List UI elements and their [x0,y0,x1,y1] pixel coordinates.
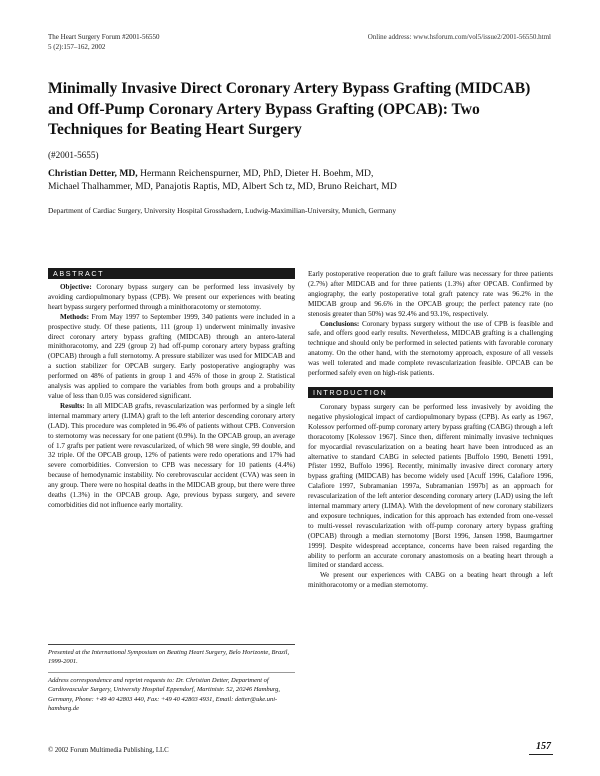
conclusions-text: Coronary bypass surgery without the use of CPB is feasible and safe, and offers good early results. Nevertheless, MIDCAB grafting is a challenging technique and should only be performed in selected patients with favorable coronary anatomy. On the other hand, with the sternotomy approach, exposure of all vessels was well tolerated and made complete revascularization feasible. OPCAB can be performed safely even on high-risk patients. [308,319,553,378]
right-column [308,270,553,591]
footnote-divider [48,644,295,645]
journal-volume: 5 (2):157–162, 2002 [48,42,106,51]
introduction-paragraph-1: Coronary bypass surgery can be performed less invasively by avoiding the negative physiological impact of cardiopulmonary bypass (CPB). As early as 1967, Kolessov performed off-pump coronary artery bypass grafting (CABG) through a left thoracotomy [Kolessov 1967]. Since then, different minimally invasive techniques for myocardial revascularization on a beating heart have been introduced as an alternative to standard CABG in selected patients [Buffolo 1990, Benetti 1991, Pfister 1992, Buffolo 1996]. Recently, minimally invasive direct coronary artery bypass grafting (MIDCAB) has become widely used [Acuff 1996, Calafiore 1996, Calafiore 1997, Subramanian 1997a, Subramanian 1997b] as an approach for revascularization of the left anterior descending coronary artery (LAD) using the left internal mammary artery (LIMA). With the development of new coronary stabilizers and exposure techniques, indication for this approach has extended from one-vessel to multi-vessel revascularization with off-pump coronary artery bypass grafting (OPCAB) through a median sternotomy [Borst 1996, Jansen 1998, Baumgartner 1999]. Despite widespread acceptance, concerns have been raised regarding the ability to perform an accurate coronary anastomosis on a beating heart through a limited or standard access. [308,402,553,570]
abstract-heading: ABSTRACT [48,268,295,279]
abstract-results [48,402,295,511]
journal-name: The Heart Surgery Forum #2001-56550 [48,33,160,41]
author-list [48,167,553,193]
authors-line-1: Hermann Reichenspurner, MD, PhD, Dieter H. Boehm, MD, [137,168,374,179]
first-author: Christian Detter, MD, [48,168,138,179]
introduction-heading: INTRODUCTION [308,387,553,398]
introduction-paragraph-2: We present our experiences with CABG on a beating heart through a left minithoracotomy or a median sternotomy. [308,571,553,590]
article-title: Minimally Invasive Direct Coronary Artery Bypass Grafting (MIDCAB) and Off-Pump Coronary Artery Bypass Grafting (OPCAB): Two Techniques for Beating Heart Surgery [48,80,531,138]
footnote-address: Address correspondence and reprint requests to: Dr. Christian Detter, Department of Cardiovascular Surgery, University Hospital Eppendorf, Martinistr. 52, 20246 Hamburg, Germany, Phone: +49 40 42803 440, Fax: +49 40 42803 4931, Email: detter@uke.uni-hamburg.de [48,677,281,712]
abstract-column [48,268,295,511]
abstract-objective [48,283,295,313]
page-number: 157 [536,741,551,752]
results-text: In all MIDCAB grafts, revascularization was performed by a single left internal mammary artery (LIMA) graft to the left anterior descending coronary artery (LAD). This procedure was completed in 96.4% of patients without CPB. Conversion to sternotomy was necessary for one patient (0.9%). In the OPCAB group, an average of 1.7 grafts per patient were revascularized, of which 98 were single, 99 double, and 32 triple. Of the OPCAB group, 12% of patients were redo operations and 17% had severe comorbidities. Conversion to CPB was necessary for 10 patients (4.4%) because of hemodynamic instability. No cerebrovascular accident (CVA) was seen in any group. There were no hospital deaths in the MIDCAB group, but there were three deaths (1.3%) in the OPCAB group. Age, previous bypass surgery, and severe comorbidities did not influence early mortality. [48,401,295,509]
footnote-divider-2 [48,672,295,673]
conclusions-label: Conclusions: [320,319,360,328]
page-number-rule [529,754,553,755]
results-label: Results: [60,401,85,410]
objective-text: Coronary bypass surgery can be performed less invasively by avoiding cardiopulmonary bypass (CPB). We present our experiences with beating heart bypass surgery performed through a minithoracotomy or sternotomy. [48,283,295,311]
online-address[interactable]: Online address: www.hsforum.com/vol5/issue2/2001-56550.html [367,33,551,41]
authors-line-2: Michael Thalhammer, MD, Panajotis Raptis, MD, Albert Sch tz, MD, Bruno Reichart, MD [48,181,397,193]
affiliation: Department of Cardiac Surgery, University Hospital Grosshadern, Ludwig-Maximilian-University, Munich, Germany [48,206,397,215]
copyright: © 2002 Forum Multimedia Publishing, LLC [48,747,169,754]
methods-text: From May 1997 to September 1999, 340 patients were included in a prospective study. Of these patients, 111 (group 1) underwent minimally invasive direct coronary artery bypass grafting (MIDCAB) through an antero-lateral minithoracotomy, and 229 (group 2) had off-pump coronary artery bypass grafting (OPCAB) through a full sternotomy. A pressure stabilizer was used for MIDCAB and a suction stabilizer for OPCAB surgery. Early postoperative angiography was performed on 48% of patients in group 1 and 45% of those in group 2. Statistical analysis was applied to compare the variables from both groups and a probability value of less than 0.05 was considered significant. [48,312,295,400]
abstract-methods [48,313,295,402]
methods-label: Methods: [60,312,89,321]
footnote-presented: Presented at the International Symposium on Beating Heart Surgery, Belo Horizonte, Brazil, 1999-2001. [48,649,290,666]
journal-header [48,33,159,52]
abstract-results-continued: Early postoperative reoperation due to graft failure was necessary for three patients (2.7%) after MIDCAB and for three patients (1.3%) after OPCAB. Confirmed by angiography, the early postoperative total graft patency rate was 96.2% in the MIDCAB group and 96.6% in the OPCAB group; the perfect patency rate (no stenosis greater than 50%) was 92.4% and 93.1%, respectively. [308,270,553,318]
document-id: (#2001-5655) [48,150,99,160]
objective-label: Objective: [60,283,92,291]
abstract-conclusions [308,320,553,379]
